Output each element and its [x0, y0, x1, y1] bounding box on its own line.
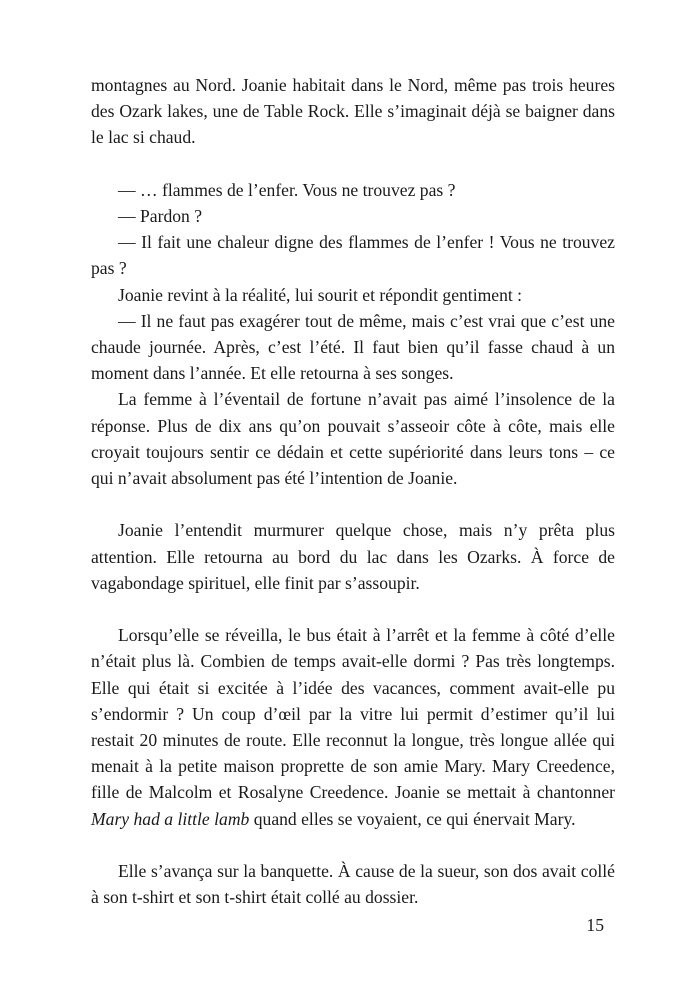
paragraph: Joanie revint à la réalité, lui sourit et répondit gentiment : [118, 284, 523, 305]
paragraph [91, 622, 615, 832]
paragraph: La femme à l’éventail de fortune n’avait pas aimé l’insolence de la réponse. Plus de dix ans qu’on pouvait s’asseoir côte à côte, mais elle croyait toujours sentir ce dédain et cette supériorité dans leurs tons – ce qui n’avait absolument pas été l’intention de Joanie. [91, 389, 615, 489]
paragraph-text: Lorsqu’elle se réveilla, le bus était à l’arrêt et la femme à côté d’elle n’était plus là. Combien de temps avait-elle dormi ? Pas très longtemps. Elle qui était si excitée à l’idée des vacances, comment avait-elle pu s’endormir ? Un coup d’œil par la vitre lui permit d’estimer qu’il lui restait 20 minutes de route. Elle reconnut la longue, très longue allée qui menait à la petite maison proprette de son amie Mary. Mary Creedence, fille de Malcolm et Rosalyne Creedence. Joanie se mettait à chantonner [91, 625, 615, 803]
paragraph-text: quand elles se voyaient, ce qui énervait Mary. [249, 808, 576, 829]
dialogue-line: — Pardon ? [118, 206, 203, 226]
dialogue-line: — Il ne faut pas exagérer tout de même, mais c’est vrai que c’est une chaude journée. Après, c’est l’été. Il faut bien qu’il fasse chaud à un moment dans l’année. Et elle retourna à ses songes. [91, 310, 615, 384]
paragraph: Elle s’avança sur la banquette. À cause de la sueur, son dos avait collé à son t-shirt et son t-shirt était collé au dossier. [91, 861, 615, 908]
paragraph: montagnes au Nord. Joanie habitait dans le Nord, même pas trois heures des Ozark lakes, une de Table Rock. Elle s’imaginait déjà se baigner dans le lac si chaud. [91, 75, 615, 148]
paragraph: Joanie l’entendit murmurer quelque chose, mais n’y prêta plus attention. Elle retourna au bord du lac dans les Ozarks. À force de vagabondage spirituel, elle finit par s’assoupir. [91, 520, 615, 593]
page-number: 15 [586, 915, 604, 935]
page-body [91, 72, 615, 910]
dialogue-line: — Il fait une chaleur digne des flammes de l’enfer ! Vous ne trouvez pas ? [91, 232, 615, 279]
dialogue-line: — … flammes de l’enfer. Vous ne trouvez pas ? [118, 179, 456, 200]
song-title: Mary had a little lamb [91, 808, 250, 829]
